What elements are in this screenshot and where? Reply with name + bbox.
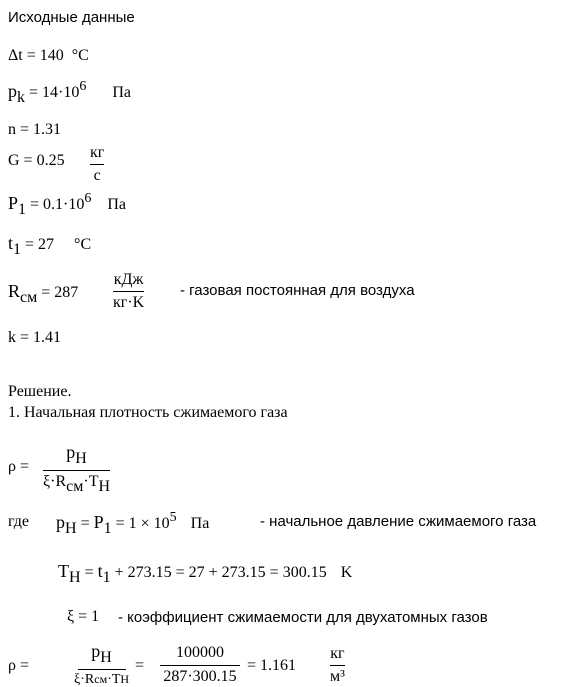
rho-calc-fraction-symbolic: pH ξ·Rсм·TH [74, 641, 130, 687]
xi-line: ξ = 1 [67, 608, 100, 625]
rho-calc-lhs: ρ = [8, 657, 30, 674]
t1-value: 27 [38, 236, 55, 253]
g-line: G = 0.25 [8, 152, 65, 169]
g-unit-fraction: кг с [90, 144, 105, 184]
n-line: n = 1.31 [8, 121, 62, 138]
step-1-title: 1. Начальная плотность сжимаемого газа [8, 404, 288, 421]
pk-value: 14·10 [42, 84, 80, 101]
p1-line: P1 = 0.1·106 Па [8, 191, 127, 218]
rho-def-fraction: pH ξ·Rсм·TH [43, 442, 111, 495]
rho-def-lhs: ρ = [8, 458, 30, 475]
delta-t-line: Δt = 140 °C [8, 47, 89, 64]
xi-note: - коэффициент сжимаемости для двухатомных газов [118, 609, 488, 626]
delta-t-symbol: Δt [8, 47, 23, 64]
ph-note: - начальное давление сжимаемого газа [260, 513, 537, 530]
p1-value: 0.1·10 [43, 196, 85, 213]
rho-calc-fraction-numeric: 100000 287·300.15 [160, 645, 240, 685]
t1-line: t1 = 27 °C [8, 233, 92, 258]
pk-line: pk = 14·106 Па [8, 79, 132, 106]
rho-result: = 1.161 [247, 657, 297, 674]
where-label: где [8, 513, 30, 530]
delta-t-value: 140 [39, 47, 64, 64]
pk-unit: Па [112, 84, 132, 101]
input-data-heading: Исходные данные [8, 9, 135, 26]
t1-unit: °C [74, 236, 92, 253]
ph-line: pH = P1 = 1 × 105 Па [56, 510, 210, 537]
r-note: - газовая постоянная для воздуха [180, 282, 415, 299]
th-line: TH = t1 + 273.15 = 27 + 273.15 = 300.15 K [58, 561, 353, 586]
r-value: 287 [54, 284, 79, 301]
delta-t-unit: °C [71, 47, 89, 64]
r-line: Rсм = 287 [8, 281, 79, 306]
p1-unit: Па [107, 196, 127, 213]
k-line: k = 1.41 [8, 329, 62, 346]
r-unit-fraction: кДж кг·K [113, 271, 145, 311]
rho-unit-fraction: кг м³ [330, 645, 345, 685]
solution-heading: Решение. [8, 383, 72, 400]
